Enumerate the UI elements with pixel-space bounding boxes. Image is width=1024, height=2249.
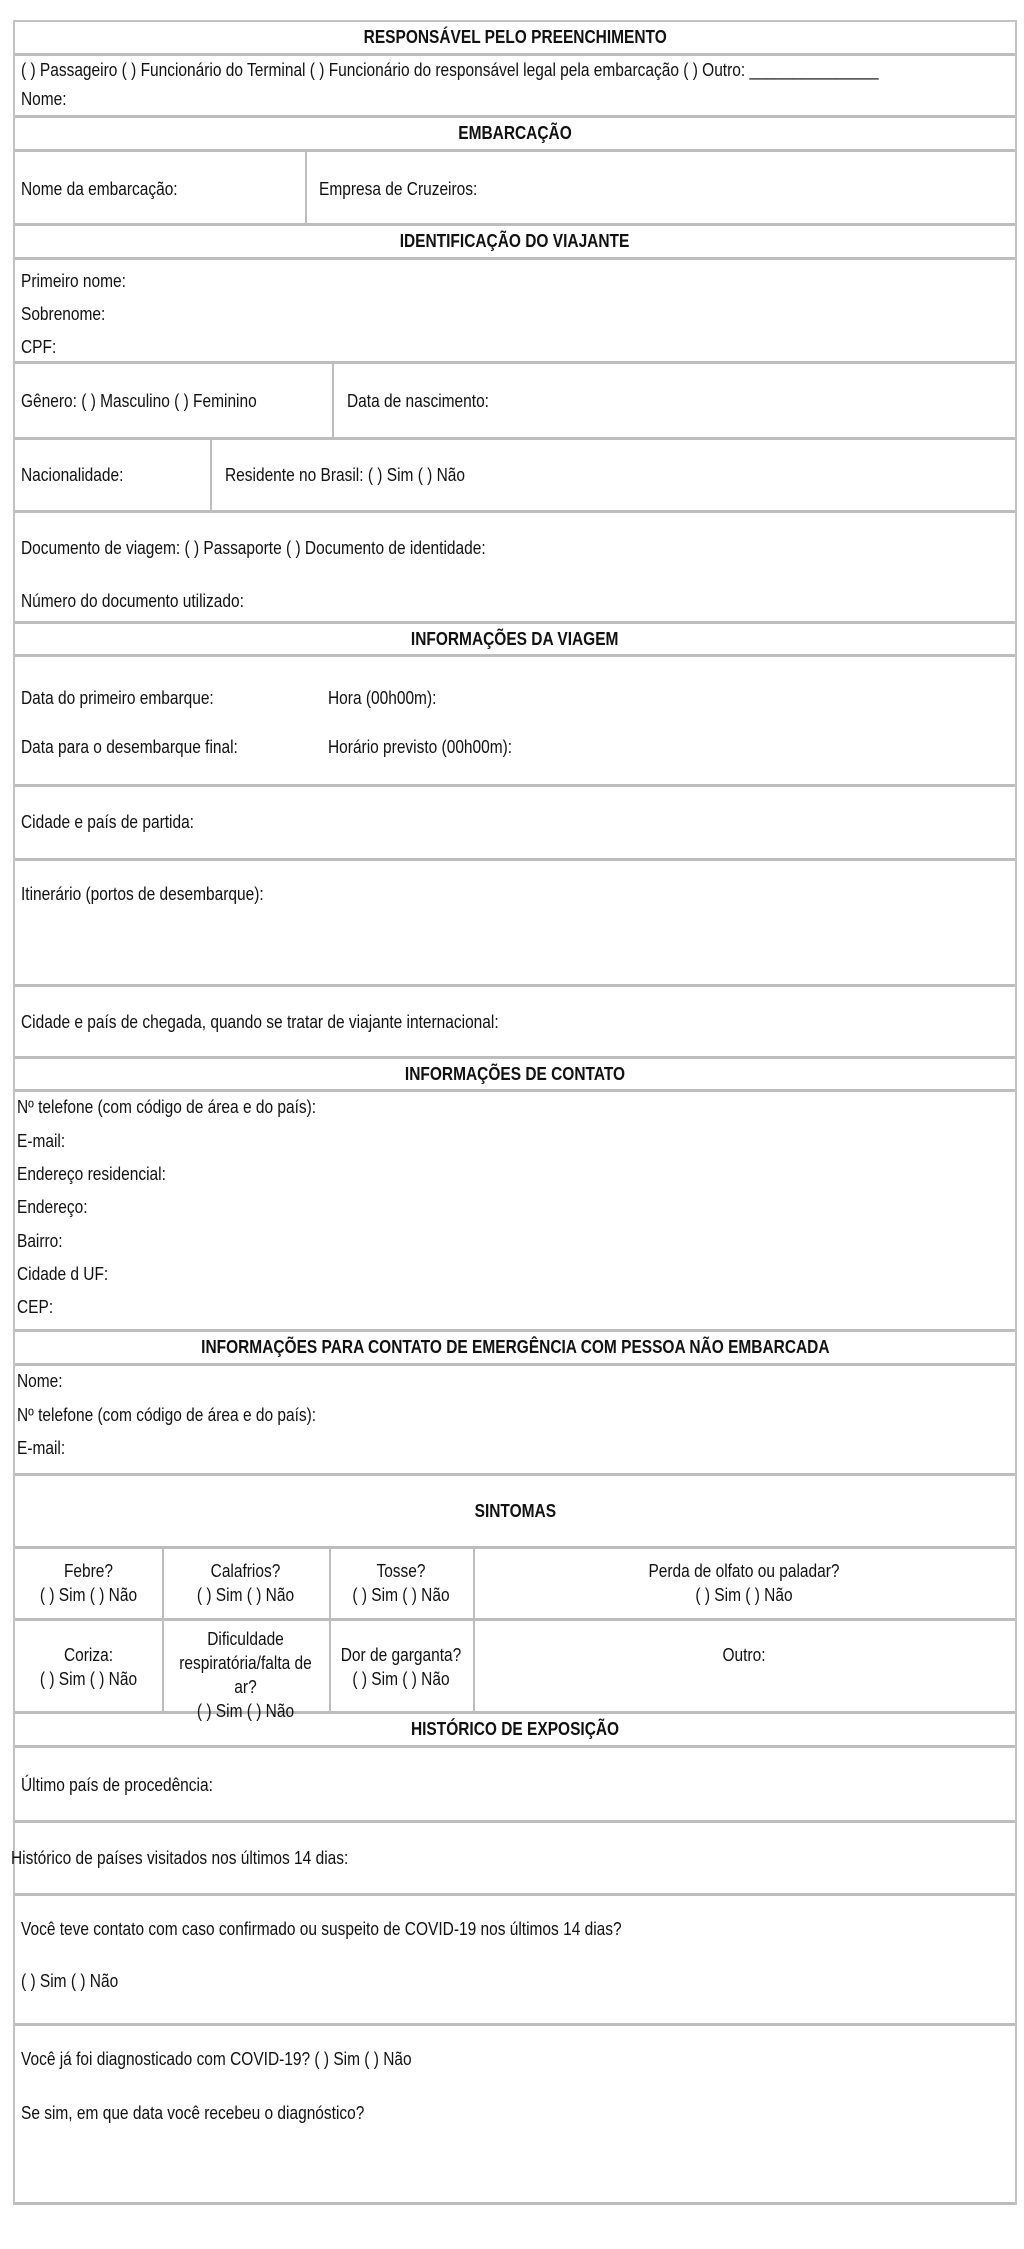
section-title: RESPONSÁVEL PELO PREENCHIMENTO	[363, 27, 667, 47]
column-divider	[332, 364, 334, 437]
itinerario-row	[15, 861, 1015, 987]
sim-nao-options[interactable]: ( ) Sim ( ) Não	[352, 1669, 450, 1689]
emergencia-telefone-field[interactable]: Nº telefone (com código de área e do país):	[17, 1405, 317, 1425]
viajante-nome-block	[15, 260, 1015, 364]
contato-covid-options[interactable]: ( ) Sim ( ) Não	[21, 1971, 119, 1991]
responsavel-nome-field[interactable]: Nome:	[21, 89, 67, 109]
sim-nao-options[interactable]: ( ) Sim ( ) Não	[39, 1585, 138, 1605]
sintomas-row-1	[15, 1549, 1015, 1621]
section-title: IDENTIFICAÇÃO DO VIAJANTE	[400, 231, 630, 251]
endereco-field[interactable]: Endereço:	[17, 1197, 88, 1217]
desembarque-final-field[interactable]: Data para o desembarque final:	[21, 737, 238, 757]
section-header-contato	[15, 1059, 1015, 1092]
sobrenome-field[interactable]: Sobrenome:	[21, 304, 106, 324]
cpf-field[interactable]: CPF:	[21, 337, 57, 357]
section-title: HISTÓRICO DE EXPOSIÇÃO	[410, 1719, 620, 1739]
residente-brasil-options[interactable]: Residente no Brasil: ( ) Sim ( ) Não	[225, 465, 466, 485]
sintoma-label: respiratória/falta de ar?	[179, 1653, 312, 1697]
datas-viagem-block	[15, 657, 1015, 787]
section-header-viajante	[15, 226, 1015, 260]
sintoma-label: Calafrios?	[210, 1561, 281, 1581]
data-diagnostico-field[interactable]: Se sim, em que data você recebeu o diagnóstico?	[21, 2103, 365, 2123]
nacionalidade-field[interactable]: Nacionalidade:	[21, 465, 124, 485]
section-title: INFORMAÇÕES PARA CONTATO DE EMERGÊNCIA COM PESSOA NÃO EMBARCADA	[200, 1337, 830, 1357]
section-header-embarcacao	[15, 118, 1015, 152]
sim-nao-options[interactable]: ( ) Sim ( ) Não	[196, 1701, 295, 1721]
nacionalidade-row	[15, 440, 1015, 513]
cidade-chegada-field[interactable]: Cidade e país de chegada, quando se tratar de viajante internacional:	[21, 1012, 499, 1032]
contato-block	[15, 1092, 1015, 1332]
endereco-residencial-field[interactable]: Endereço residencial:	[17, 1164, 166, 1184]
telefone-field[interactable]: Nº telefone (com código de área e do país):	[17, 1097, 317, 1117]
sintoma-dificuldade-respiratoria	[162, 1627, 329, 1723]
sintoma-calafrios	[162, 1559, 329, 1607]
emergencia-email-field[interactable]: E-mail:	[17, 1438, 66, 1458]
genero-options[interactable]: Gênero: ( ) Masculino ( ) Feminino	[21, 391, 257, 411]
horario-previsto-field[interactable]: Horário previsto (00h00m):	[328, 737, 513, 757]
empresa-cruzeiros-field[interactable]: Empresa de Cruzeiros:	[319, 179, 478, 199]
emergencia-nome-field[interactable]: Nome:	[17, 1371, 63, 1391]
sim-nao-options[interactable]: ( ) Sim ( ) Não	[196, 1585, 295, 1605]
ultimo-pais-field[interactable]: Último país de procedência:	[21, 1775, 213, 1795]
historico-paises-field[interactable]: Histórico de países visitados nos últimos 14 dias:	[11, 1848, 349, 1868]
sim-nao-options[interactable]: ( ) Sim ( ) Não	[39, 1669, 138, 1689]
cidade-partida-field[interactable]: Cidade e país de partida:	[21, 812, 194, 832]
section-header-viagem	[15, 624, 1015, 657]
sintoma-label: Febre?	[63, 1561, 114, 1581]
itinerario-field[interactable]: Itinerário (portos de desembarque):	[21, 884, 264, 904]
primeiro-embarque-field[interactable]: Data do primeiro embarque:	[21, 688, 214, 708]
cidade-uf-field[interactable]: Cidade d UF:	[17, 1264, 109, 1284]
documento-viagem-options[interactable]: Documento de viagem: ( ) Passaporte ( ) Documento de identidade:	[21, 538, 486, 558]
documento-block	[15, 513, 1015, 624]
sintoma-febre	[15, 1559, 162, 1607]
section-title: SINTOMAS	[474, 1500, 556, 1521]
sintoma-outro-field[interactable]: Outro:	[722, 1645, 766, 1665]
cidade-partida-row	[15, 787, 1015, 861]
section-header-sintomas	[15, 1476, 1015, 1549]
sintoma-dor-garganta	[329, 1643, 473, 1691]
section-header-exposicao	[15, 1714, 1015, 1748]
column-divider	[305, 152, 307, 223]
bairro-field[interactable]: Bairro:	[17, 1231, 63, 1251]
responsavel-options[interactable]: ( ) Passageiro ( ) Funcionário do Terminal ( ) Funcionário do responsável legal pela embarcação ( ) Outro: _______________	[21, 60, 879, 80]
emergencia-block	[15, 1366, 1015, 1476]
historico-paises-row	[11, 1823, 1015, 1896]
column-divider	[210, 440, 212, 510]
email-field[interactable]: E-mail:	[17, 1131, 66, 1151]
embarcacao-row	[15, 152, 1015, 226]
sintoma-label: Dificuldade	[207, 1629, 284, 1649]
sintoma-tosse	[329, 1559, 473, 1607]
contato-covid-question: Você teve contato com caso confirmado ou suspeito de COVID-19 nos últimos 14 dias?	[21, 1919, 622, 1939]
cep-field[interactable]: CEP:	[17, 1297, 54, 1317]
travel-health-form	[13, 20, 1017, 2205]
hora-embarque-field[interactable]: Hora (00h00m):	[328, 688, 437, 708]
sim-nao-options[interactable]: ( ) Sim ( ) Não	[352, 1585, 450, 1605]
embarcacao-nome-field[interactable]: Nome da embarcação:	[21, 179, 178, 199]
sintoma-label: Dor de garganta?	[340, 1645, 462, 1665]
section-title: EMBARCAÇÃO	[458, 123, 572, 143]
sintoma-coriza	[15, 1643, 162, 1691]
contato-covid-block	[15, 1896, 1015, 2026]
sintoma-outro	[473, 1643, 1015, 1667]
sintoma-olfato	[473, 1559, 1015, 1607]
section-header-responsavel	[15, 22, 1015, 56]
sintoma-label: Perda de olfato ou paladar?	[648, 1561, 840, 1581]
sim-nao-options[interactable]: ( ) Sim ( ) Não	[695, 1585, 793, 1605]
sintoma-label: Tosse?	[376, 1561, 426, 1581]
responsavel-block	[15, 56, 1015, 118]
genero-row	[15, 364, 1015, 440]
primeiro-nome-field[interactable]: Primeiro nome:	[21, 271, 126, 291]
sintomas-row-2	[15, 1621, 1015, 1721]
diagnosticado-options[interactable]: Você já foi diagnosticado com COVID-19? ( ) Sim ( ) Não	[21, 2049, 412, 2069]
ultimo-pais-row	[15, 1748, 1015, 1823]
diagnostico-block	[15, 2026, 1015, 2205]
data-nascimento-field[interactable]: Data de nascimento:	[347, 391, 489, 411]
sintoma-label: Coriza:	[63, 1645, 114, 1665]
numero-documento-field[interactable]: Número do documento utilizado:	[21, 591, 244, 611]
section-header-emergencia	[15, 1332, 1015, 1366]
section-title: INFORMAÇÕES DE CONTATO	[404, 1063, 626, 1084]
section-title: INFORMAÇÕES DA VIAGEM	[411, 628, 619, 649]
cidade-chegada-row	[15, 987, 1015, 1059]
